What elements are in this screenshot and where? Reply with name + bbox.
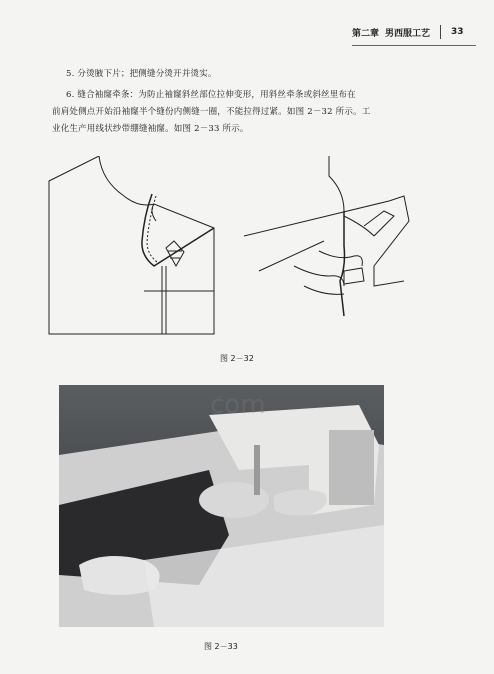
page-number: 33: [451, 27, 464, 37]
chapter-label: 第二章: [352, 28, 380, 39]
page-header: [352, 22, 476, 42]
header-separator: [440, 25, 441, 39]
garment-pattern-drawing: [49, 156, 214, 334]
paragraph-line: 6. 缝合袖窿牵条：为防止袖窿斜丝部位拉伸变形，用斜丝牵条或斜丝里布在: [66, 90, 356, 100]
figure-2-32-drawing: [44, 156, 444, 346]
paragraph-step-6: [52, 87, 434, 138]
paragraph-line: 业化生产用线状纱带绷缝袖窿。如图 2－33 所示。: [52, 124, 249, 134]
paragraph-line: 前肩处侧点开始沿袖窿半个缝份内侧缝一圈，不能拉得过紧。如图 2－32 所示。工: [52, 107, 371, 117]
figure-2-32-caption: 图 2－32: [220, 354, 254, 363]
watermark-text: com: [210, 390, 266, 420]
figure-2-33-caption: 图 2－33: [204, 642, 238, 651]
chapter-title: 男西服工艺: [385, 28, 431, 39]
header-rule: [352, 45, 476, 46]
hand-stitching-drawing: [244, 156, 409, 316]
figure-2-33-photo: [59, 385, 384, 627]
paragraph-step-5: 5. 分烫腋下片；把侧缝分烫开并烫实。: [66, 69, 217, 79]
